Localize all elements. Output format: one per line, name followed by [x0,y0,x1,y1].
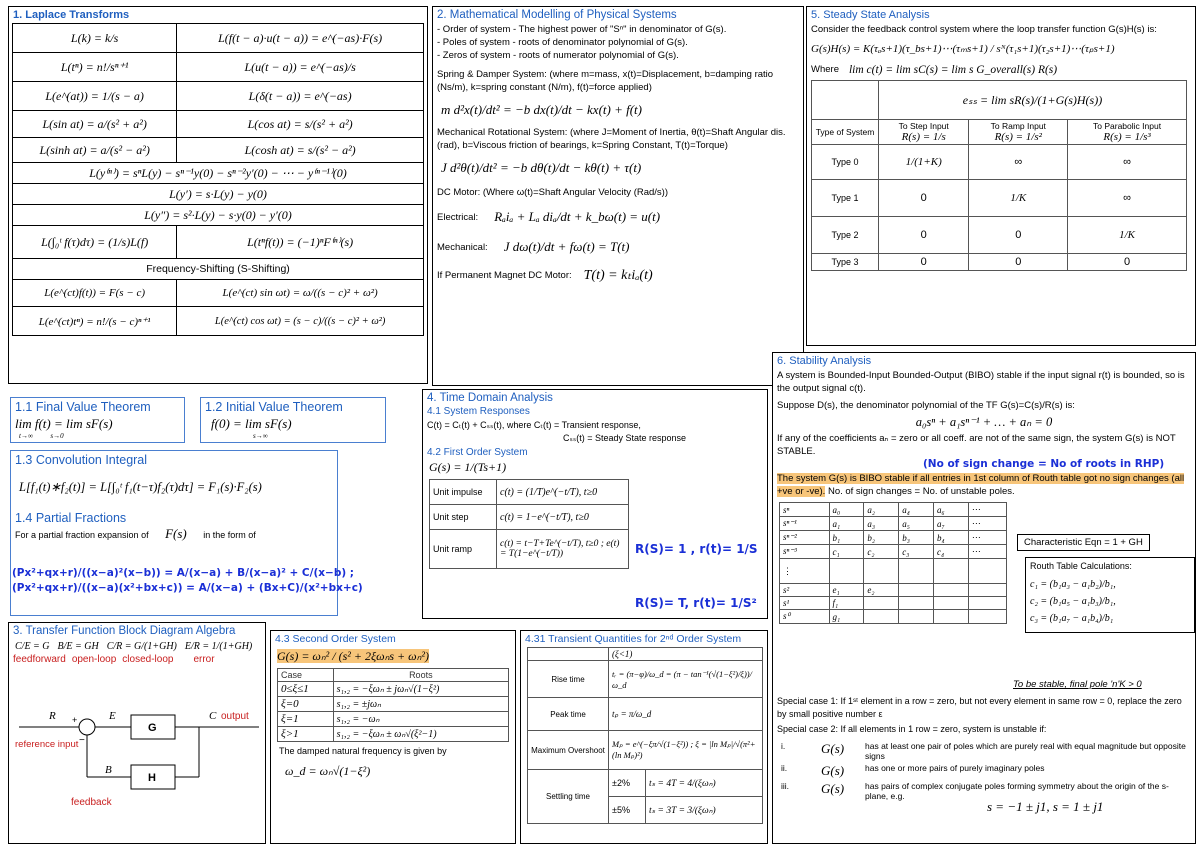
special-case-2: Special case 2: If all elements in 1 row = zero, system is unstable if: [777,724,1047,734]
routh-cell: ⋮ [780,559,830,584]
laplace-row [13,280,424,307]
routh-cell: a₃ [864,517,899,531]
electrical-label: Electrical: [437,211,479,223]
stability-p1: A system is Bounded-Input Bounded-Output (BIBO) stable if the input signal r(t) is bounded, so is the output signal c(t). [777,370,1185,394]
routh-cell: b₁ [829,531,864,545]
table-row [528,731,763,770]
routh-cell: c₂ [864,545,899,559]
laplace-cell: L(y′) = s·L(y) − y(0) [13,184,424,205]
routh-cell [899,610,934,624]
laplace-cell: L(f(t − a)·u(t − a)) = e^(−as)·F(s) [177,24,424,53]
second-order-tf [277,649,509,664]
laplace-cell: L(e^(ct) sin ωt) = ω/((s − c)² + ω²) [177,280,424,307]
routh-cell: sⁿ⁻² [780,531,830,545]
table-row [780,610,1007,624]
table-cell: Type 3 [812,254,879,271]
routh-cell: a₁ [829,517,864,531]
transient-table [527,647,763,824]
laplace-cell: L(y⁽ⁿ⁾) = sⁿL(y) − sⁿ⁻¹y(0) − sⁿ⁻²y′(0) − ⋯ − y⁽ⁿ⁻¹⁾(0) [13,163,424,184]
damped-text: The damped natural frequency is given by [279,746,447,756]
item-text: has pairs of complex conjugate poles forming symmetry about the origin of the s-plane, e.g. [865,781,1169,801]
first-order-table [429,479,629,569]
electrical-row [433,209,803,225]
table-row [780,559,1007,584]
laplace-row [13,111,424,138]
item-text: has one or more pairs of purely imaginary poles [865,763,1045,773]
label-closed-loop: closed-loop [122,654,174,665]
laplace-cell: L(tⁿf(t)) = (−1)ⁿF⁽ⁿ⁾(s) [177,226,424,259]
transient-section [520,630,768,844]
ess-eq: eₛₛ = lim sR(s)/(1+G(s)H(s)) [879,81,1187,120]
table-cell: ±2% [609,770,646,797]
table-row [430,480,629,505]
second-order-tf-text: G(s) = ωₙ² / (s² + 2ξωₙs + ωₙ²) [277,649,429,663]
char-eqn-box [1017,534,1150,551]
table-cell: s₁,₂ = −ωₙ [333,712,508,727]
table-row [528,661,763,698]
routh-cell [934,597,969,610]
table-cell: ξ=0 [278,697,334,712]
item-num: i. [781,741,786,751]
routh-cell [864,610,899,624]
routh-cell: b₃ [899,531,934,545]
routh-cell: ⋯ [968,545,1006,559]
routh-cell: b₄ [934,531,969,545]
initial-value-formula: f(0) = lim sF(s) [211,416,292,431]
routh-cell [968,610,1006,624]
table-header: Case [278,669,334,682]
routh-cell [829,559,864,584]
routh-cell: a₅ [899,517,934,531]
table-cell: 1/(1+K) [879,145,969,180]
routh-calc-box [1025,557,1195,633]
type-head: Type of System [812,120,879,145]
table-cell: 1/K [969,180,1068,217]
convolution-title: 1.3 Convolution Integral [15,453,148,467]
case-list [781,741,1191,815]
table-cell: Type 2 [812,217,879,254]
table-cell: 0 [1068,254,1187,271]
eq-feedforward: C/E = G [15,641,50,652]
routh-table [779,502,1007,624]
laplace-cell: L(tⁿ) = n!/sⁿ⁺¹ [13,53,177,82]
laplace-cell: L(e^(at)) = 1/(s − a) [13,82,177,111]
electrical-eq: Rₐiₐ + Lₐ diₐ/dt + k_bω(t) = u(t) [494,209,661,224]
table-cell: 0 [879,180,969,217]
table-row [278,669,509,682]
stability-p3: If any of the coefficients aₙ = zero or all coeff. are not of the same sign, the system G(s) is NOT STABLE. [777,433,1176,457]
diag-e: E [109,710,116,722]
table-cell: ξ=1 [278,712,334,727]
loop-tf: G(s)H(s) = K(τₐs+1)(τ_bs+1)⋯(τₘs+1) / sᴺ(τ₁s+1)(τ₂s+1)⋯(τₚs+1) [811,43,1115,55]
table-row [812,217,1187,254]
table-row [812,254,1187,271]
laplace-cell: L(y″) = s²·L(y) − s·y(0) − y′(0) [13,205,424,226]
item-text: has at least one pair of poles which are purely real with equal magnitude but opposite signs [865,741,1186,761]
routh-cell [864,597,899,610]
routh-cell: c₁ [829,545,864,559]
laplace-row [13,24,424,53]
second-order-table [277,668,509,742]
table-cell: 0 [969,254,1068,271]
routh-cell [934,610,969,624]
block-labels [13,654,261,665]
routh-cell: a₄ [899,503,934,517]
mechanical-eq: J dω(t)/dt + fω(t) = T(t) [503,239,630,254]
routh-cell [968,597,1006,610]
table-cell: Type 0 [812,145,879,180]
stable-note: To be stable, final pole 'n'K > 0 [1013,679,1142,690]
laplace-title: 1. Laplace Transforms [13,9,130,21]
routh-cell: a₀ [829,503,864,517]
laplace-row [13,259,424,280]
char-eqn: Characteristic Eqn = 1 + GH [1024,537,1143,548]
col-head: To Step Input [898,121,949,131]
table-cell: Peak time [528,698,609,731]
table-row [528,770,763,797]
stability-p2: Suppose D(s), the denominator polynomial of the TF G(s)=C(s)/R(s) is: [777,400,1075,411]
lim-eq: lim c(t) = lim sC(s) = lim s G_overall(s) R(s) [848,63,1058,76]
list-item [781,763,1191,779]
final-value-formula: lim f(t) = lim sF(s) [15,416,113,431]
ramp-col [969,120,1068,145]
laplace-cell: L(sinh at) = a/(s² − a²) [13,138,177,163]
initial-value-sub: s→∞ [253,432,268,440]
routh-cell: c₃ [899,545,934,559]
item-num: iii. [781,781,790,791]
eq-closed-loop: C/R = G/(1+GH) [106,641,177,652]
routh-cell [934,559,969,584]
initial-value-box [200,397,386,443]
table-row [812,81,1187,120]
diag-ref: reference input [15,739,79,750]
routh-cell [934,584,969,597]
table-row [528,648,763,661]
first-order-subtitle: 4.2 First Order System [427,447,528,458]
modelling-section [432,6,804,386]
table-row [430,530,629,569]
laplace-cell: L(∫₀ᵗ f(τ)dτ) = (1/s)L(f) [13,226,177,259]
col-head: To Ramp Input [990,121,1046,131]
final-value-sub: t→∞ s→0 [19,432,64,440]
where-label: Where [811,64,839,75]
time-domain-title: 4. Time Domain Analysis [427,392,553,404]
summing-junction [79,719,95,735]
col-r: R(s) = 1/s [901,131,946,143]
table-cell: s₁,₂ = −ξωₙ ± ωₙ√(ξ²−1) [333,727,508,742]
laplace-table [12,23,424,336]
transient-title: 4.31 Transient Quantities for 2ⁿᵈ Order System [525,633,742,645]
table-row [780,517,1007,531]
table-row [278,712,509,727]
block-eqs [15,641,259,652]
first-order-tf: G(s) = 1/(Ts+1) [429,460,507,474]
pf-text-c: in the form of [203,530,256,540]
example-eq: s = −1 ± j1, s = 1 ± j1 [987,799,1104,814]
table-row [780,531,1007,545]
table-cell: ±5% [609,797,646,824]
steady-state-table [811,80,1187,271]
stability-p4 [777,472,1191,498]
item-g: G(s) [821,781,845,796]
laplace-cell: L(e^(ct)tⁿ) = n!/(s − c)ⁿ⁺¹ [13,307,177,336]
modelling-title: 2. Mathematical Modelling of Physical Systems [437,9,677,21]
routh-cell [968,559,1006,584]
routh-cell: c₄ [934,545,969,559]
table-row [812,145,1187,180]
table-row [780,545,1007,559]
routh-cell: sⁿ [780,503,830,517]
laplace-cell: L(sin at) = a/(s² + a²) [13,111,177,138]
table-cell: tₛ = 3T = 3/(ξωₙ) [646,797,763,824]
routh-cell: e₁ [829,584,864,597]
eq-open-loop: B/E = GH [57,641,99,652]
laplace-row [13,138,424,163]
routh-cell [864,559,899,584]
spring-eq: m d²x(t)/dt² = −b dx(t)/dt − kx(t) + f(t) [441,102,642,117]
final-value-box [10,397,185,443]
item-g: G(s) [821,741,845,756]
routh-cell: a₆ [934,503,969,517]
pm-row [433,267,803,284]
table-cell: s₁,₂ = −ξωₙ ± jωₙ√(1−ξ²) [333,682,508,697]
laplace-cell: L(cosh at) = s/(s² − a²) [177,138,424,163]
routh-cell: ⋯ [968,517,1006,531]
final-value-title: 1.1 Final Value Theorem [15,400,151,414]
sign-change-note: (No of sign change = No of roots in RHP) [923,458,1165,470]
pf-text-b: F(s) [165,526,187,541]
diag-minus: − [79,735,85,746]
partial-fractions-text [15,527,333,542]
convolution-formula: L[f₁(t)∗f₂(t)] = L[∫₀ᵗ f₁(t−τ)f₂(τ)dτ] = F₁(s)·F₂(s) [19,480,262,494]
shift-title: Frequency-Shifting (S-Shifting) [13,259,424,280]
table-cell: 0 [879,217,969,254]
table-cell [528,648,609,661]
mechanical-row [433,239,803,255]
routh-cell: sⁿ⁻³ [780,545,830,559]
diag-g: G [148,722,157,734]
table-cell: Mₚ = e^(−ξπ/√(1−ξ²)) ; ξ = |ln Mₚ|/√(π²+(ln Mₚ)²) [609,731,763,770]
stability-title: 6. Stability Analysis [777,355,872,367]
laplace-cell: L(e^(ct)f(t)) = F(s − c) [13,280,177,307]
laplace-cell: L(cos at) = s/(s² + a²) [177,111,424,138]
responses-subtitle: 4.1 System Responses [427,406,530,417]
bullet: - Order of system - The highest power of "Sⁿ" in denominator of G(s). [437,24,727,35]
steady-state-section [806,6,1196,346]
table-row [780,503,1007,517]
table-cell: Unit step [430,505,497,530]
laplace-row [13,307,424,336]
block-diagram-section [8,622,266,844]
routh-cell: ⋯ [968,503,1006,517]
laplace-cell: L(δ(t − a)) = e^(−as) [177,82,424,111]
responses-line1: C(t) = Cₜ(t) + Cₛₛ(t), where Cₜ(t) = Transient response, [427,420,641,430]
sign-change-text: No. of sign changes = No. of unstable poles. [825,486,1015,497]
list-item [781,781,1191,801]
partial-fractions-title: 1.4 Partial Fractions [15,511,127,525]
table-cell: tₚ = π/ω_d [609,698,763,731]
routh-c3: c₃ = (b₁a₇ − a₁b₄)/b₁ [1030,613,1114,624]
laplace-row [13,226,424,259]
routh-cell: sⁿ⁻¹ [780,517,830,531]
col-head: To Parabolic Input [1093,121,1162,131]
step-handwriting: R(S)= 1 , r(t)= 1/S [635,542,758,556]
laplace-section [8,6,428,384]
mechanical-label: Mechanical: [437,241,488,253]
label-feedforward: feedforward [13,654,66,665]
col-r: R(s) = 1/s² [994,131,1042,143]
bibo-highlight: The system G(s) is BIBO stable if all entries in 1st column of Routh table got no sign changes (all +ve or -ve). [777,473,1185,497]
table-cell: Maximum Overshoot [528,731,609,770]
responses-line2: Cₛₛ(t) = Steady State response [563,433,687,443]
table-cell: 1/K [1068,217,1187,254]
table-cell: 0 [879,254,969,271]
steady-state-title: 5. Steady State Analysis [811,9,930,21]
diag-b: B [105,764,112,776]
table-cell [812,81,879,120]
ramp-handwriting: R(S)= T, r(t)= 1/S² [635,596,757,610]
laplace-cell: L(e^(ct) cos ωt) = (s − c)/((s − c)² + ω²) [177,307,424,336]
list-item [781,741,1191,761]
laplace-row [13,82,424,111]
dc-motor-text: DC Motor: (Where ω(t)=Shaft Angular Velocity (Rad/s)) [437,187,669,198]
table-cell: c(t) = (1/T)e^(−t/T), t≥0 [497,480,629,505]
table-row [278,682,509,697]
routh-cell [899,597,934,610]
rotational-text: Mechanical Rotational System: (where J=Moment of Inertia, θ(t)=Shaft Angular dis.(rad), b=Viscous friction of bearings, k=Spring Constant, T(t)=Torque) [437,127,786,151]
routh-cell: a₇ [934,517,969,531]
special-case-1: Special case 1: If 1ˢᵗ element in a row = zero, but not every element in same row = 0, replace the zero by small positive number ε [777,696,1182,719]
eq-error: E/R = 1/(1+GH) [184,641,253,652]
label-open-loop: open-loop [71,654,117,665]
table-header: Roots [333,669,508,682]
table-cell: ∞ [969,145,1068,180]
time-domain-section [422,389,768,619]
step-col [879,120,969,145]
table-row [812,120,1187,145]
table-row [780,597,1007,610]
block-diagram-title: 3. Transfer Function Block Diagram Algebra [13,625,236,637]
routh-cell: f₁ [829,597,864,610]
table-row [430,505,629,530]
routh-cell: s⁰ [780,610,830,624]
pm-eq: T(t) = kₜiₐ(t) [583,268,653,283]
where-row [807,63,1195,76]
parabolic-col [1068,120,1187,145]
laplace-row [13,205,424,226]
spring-text: Spring & Damper System: (where m=mass, x(t)=Displacement, b=damping ratio (Ns/m), k=spring constant (N/m), f(t)=force applied) [437,69,774,93]
partial-fractions-handwriting: (Px²+qx+r)/((x−a)²(x−b)) = A/(x−a) + B/(x−a)² + C/(x−b) ; (Px²+qx+r)/((x−a)(x²+bx+c)) = A/(x−a) + (Bx+C)/(x²+bx+c) [12,567,363,594]
routh-cell: g₁ [829,610,864,624]
table-cell: Type 1 [812,180,879,217]
table-cell: c(t) = t−T+Te^(−t/T), t≥0 ; e(t) = T(1−e^(−t/T)) [497,530,629,569]
second-order-section [270,630,516,844]
routh-cell: b₂ [864,531,899,545]
routh-cell: ⋯ [968,531,1006,545]
routh-cell: s¹ [780,597,830,610]
routh-cell: s² [780,584,830,597]
settle-label: Settling time [528,770,609,824]
damped-eq: ω_d = ωₙ√(1−ξ²) [285,764,371,778]
table-cell: Rise time [528,661,609,698]
laplace-row [13,184,424,205]
char-poly: a₀sⁿ + a₁sⁿ⁻¹ + … + aₙ = 0 [915,415,1053,429]
table-cell: 0 [969,217,1068,254]
laplace-row [13,163,424,184]
bullet: - Zeros of system - roots of numerator polynomial of G(s). [437,50,679,61]
table-cell: 0≤ξ≤1 [278,682,334,697]
col-r: R(s) = 1/s³ [1103,131,1151,143]
transient-cond: (ξ<1) [609,648,763,661]
stability-section [772,352,1196,844]
routh-c2: c₂ = (b₁a₅ − a₁b₃)/b₁, [1030,596,1116,607]
item-g: G(s) [821,763,845,778]
table-cell: Unit impulse [430,480,497,505]
table-cell: c(t) = 1−e^(−t/T), t≥0 [497,505,629,530]
laplace-cell: L(k) = k/s [13,24,177,53]
table-cell: tₛ = 4T = 4/(ξωₙ) [646,770,763,797]
steady-state-text: Consider the feedback control system where the loop transfer function G(s)H(s) is: [811,24,1157,35]
pf-text-a: For a partial fraction expansion of [15,530,149,540]
laplace-row [13,53,424,82]
item-num: ii. [781,763,788,773]
routh-cell [899,559,934,584]
label-error: error [193,654,215,665]
table-cell: s₁,₂ = ±jωₙ [333,697,508,712]
pm-label: If Permanent Magnet DC Motor: [437,270,572,281]
block-diagram [9,707,263,837]
table-cell: tᵣ = (π−φ)/ω_d = (π − tan⁻¹(√(1−ξ²)/ξ))/ω_d [609,661,763,698]
bullet: - Poles of system - roots of denominator polynomial of G(s). [437,37,688,48]
diag-r: R [49,710,56,722]
table-row [278,697,509,712]
initial-value-title: 1.2 Initial Value Theorem [205,400,343,414]
table-row [812,180,1187,217]
diag-c: C [209,710,217,722]
diag-plus: + [72,715,78,725]
table-cell: Unit ramp [430,530,497,569]
table-row [528,698,763,731]
table-cell: ξ>1 [278,727,334,742]
diag-fb: feedback [71,797,112,808]
routh-cell [899,584,934,597]
laplace-cell: L(u(t − a)) = e^(−as)/s [177,53,424,82]
diag-h: H [148,772,156,784]
routh-calc-title: Routh Table Calculations: [1030,561,1132,571]
routh-c1: c₁ = (b₁a₃ − a₁b₂)/b₁, [1030,579,1116,590]
second-order-title: 4.3 Second Order System [275,633,396,645]
table-cell: ∞ [1068,180,1187,217]
rotational-eq: J d²θ(t)/dt² = −b dθ(t)/dt − kθ(t) + τ(t) [441,160,642,175]
table-cell: ∞ [1068,145,1187,180]
diag-out: output [221,711,249,722]
routh-cell: a₂ [864,503,899,517]
table-row [278,727,509,742]
table-row [780,584,1007,597]
routh-cell: e₂ [864,584,899,597]
routh-cell [968,584,1006,597]
